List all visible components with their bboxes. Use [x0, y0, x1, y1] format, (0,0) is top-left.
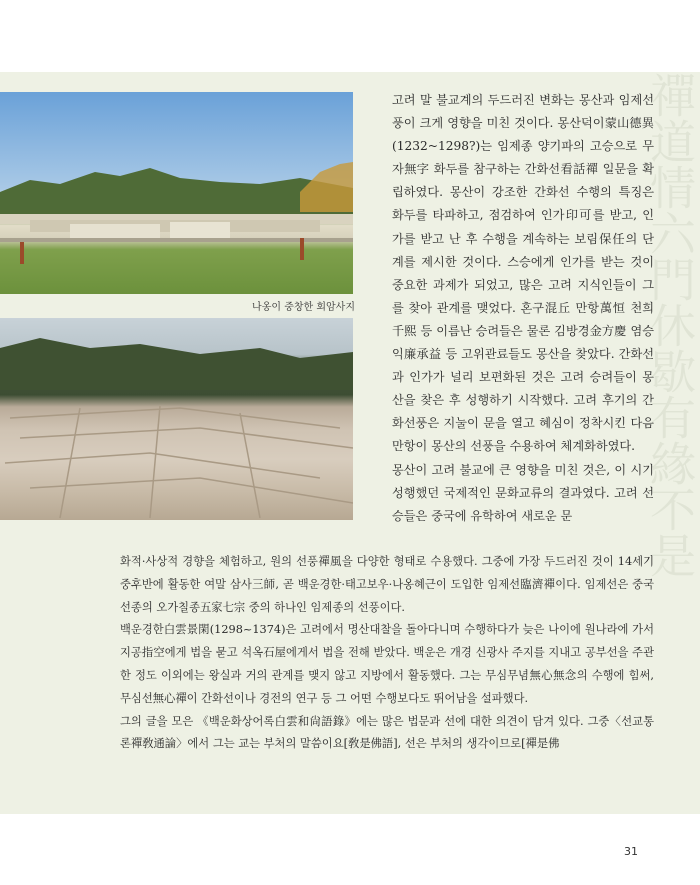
photo-caption: 나옹이 중창한 회암사지: [252, 302, 355, 313]
background-calligraphy: 禪道情六門休歇有緣不是: [643, 72, 697, 578]
photo-hoeamsa-ruins-site: [0, 318, 353, 520]
text-column-right: [392, 89, 654, 528]
paragraph-mongsan-intro: 고려 말 불교계의 두드러진 변화는 몽산과 임제선풍이 크게 영향을 미친 것이다. 몽산덕이蒙山德異(1232~1298?)는 임제종 양기파의 고승으로 무자無字 화두를 참구하는 간화선看話禪 일문을 확립하였다. 몽산이 강조한 간화선 수행의 특징은 화두를 타파하고, 점검하여 인가印可를 받고, 인가를 받고 난 후 수행을 계속하는 보림保任의 단계를 제시한 것이다. 스승에게 인가를 받는 것이 중요한 과제가 되었고, 많은 고려 지식인들이 그를 찾아 관계를 맺었다. 혼구混丘 만항萬恒 천희千熙 등 이름난 승려들은 물론 김방경金方慶 염승익廉承益 등 고위관료들도 몽산을 찾았다. 간화선과 인가가 널리 보편화된 것은 고려 승려들이 몽산을 찾은 후 성행하기 시작했다. 고려 후기의 간화선풍은 지눌이 문을 열고 혜심이 정착시킨 다음 만항이 몽산의 선풍을 수용하여 체계화하였다.: [392, 93, 654, 454]
page-number: 31: [624, 845, 638, 858]
paragraph-baegun-gyeonghan: 백운경한白雲景閑(1298~1374)은 고려에서 명산대찰을 돌아다니며 수행하다가 늦은 나이에 원나라에 가서 지공指空에게 법을 묻고 석옥石屋에게서 법을 전해 받았다. 백운은 개경 신광사 주지를 지내고 공부선을 주관한 정도 이외에는 왕실과 거의 관계를 맺지 않고 지방에서 활동했다. 그는 무심무념無心無念의 수행에 힘써, 무심선無心禪이 간화선이나 경전의 연구 등 그 어떤 수행보다도 뛰어남을 설파했다.: [120, 623, 654, 705]
paragraph-baegun-records: 그의 글을 모은 《백운화상어록白雲和尙語錄》에는 많은 법문과 선에 대한 의견이 담겨 있다. 그중〈선교통론禪敎通論〉에서 그는 교는 부처의 말씀이요[敎是佛語], 선은 부처의 생각이므로[禪是佛: [120, 714, 654, 751]
photo-hoeamsa-ruins-terrace: [0, 92, 353, 294]
paragraph-cultural-exchange-start: 몽산이 고려 불교에 큰 영향을 미친 것은, 이 시기 성행했던 국제적인 문화교류의 결과였다. 고려 선승들은 중국에 유학하여 새로운 문: [392, 462, 654, 523]
paragraph-cultural-exchange-cont: 화적·사상적 경향을 체험하고, 원의 선풍禪風을 다양한 형태로 수용했다. 그중에 가장 두드러진 것이 14세기 중후반에 활동한 여말 삼사三師, 곧 백운경한·태고보우·나옹혜근이 도입한 임제선臨濟禪이다. 임제선은 중국 선종의 오가칠종五家七宗 중의 하나인 임제종의 선풍이다.: [120, 555, 654, 614]
text-full-width: [120, 551, 654, 756]
